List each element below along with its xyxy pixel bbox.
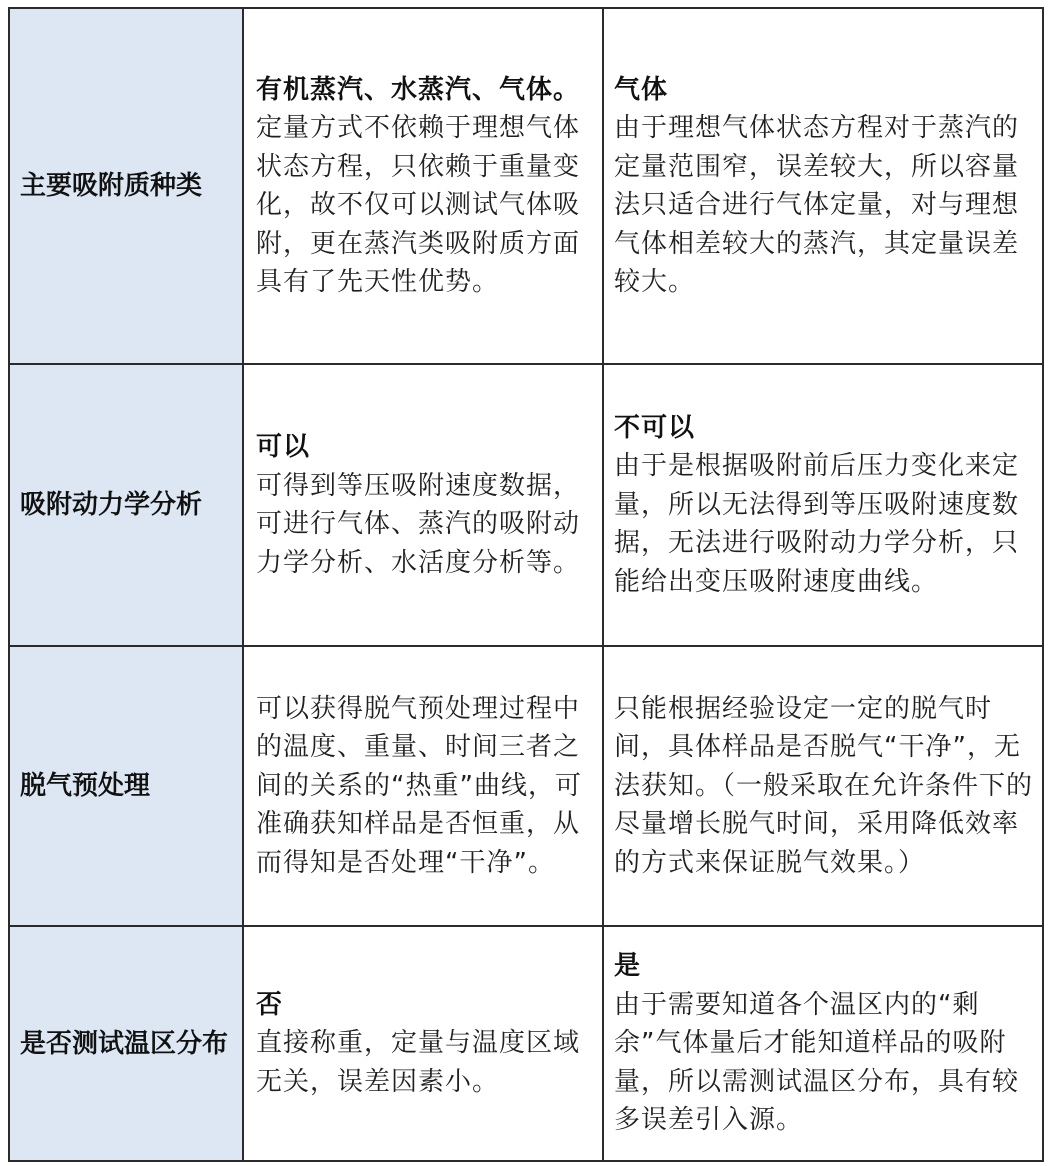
method-a-cell: [243, 364, 603, 646]
cell-text: 可以获得脱气预处理过程中的温度、重量、时间三者之间的关系的“热重”曲线，可准确获知样品是否恒重，从而得知是否处理“干净”。: [256, 693, 582, 878]
row-label-cell: [9, 646, 243, 926]
table-row: [9, 646, 1043, 926]
table-row: [9, 8, 1043, 364]
comparison-table-container: [8, 7, 1042, 1160]
row-label-cell: [9, 926, 243, 1161]
method-a-cell: [243, 8, 603, 364]
cell-text: 可得到等压吸附速度数据，可进行气体、蒸汽的吸附动力学分析、水活度分析等。: [256, 470, 581, 578]
row-label-cell: [9, 8, 243, 364]
comparison-table: [8, 7, 1044, 1162]
cell-text: 由于理想气体状态方程对于蒸汽的定量范围窄，误差较大，所以容量法只适合进行气体定量，对与理想气体相差较大的蒸汽，其定量误差较大。: [614, 113, 1020, 297]
cell-heading: 有机蒸汽、水蒸汽、气体。: [256, 74, 581, 105]
cell-heading: 不可以: [614, 412, 696, 443]
cell-heading: 是: [614, 951, 642, 982]
row-label: 脱气预处理: [20, 771, 151, 801]
method-a-cell: [243, 646, 603, 926]
cell-text: 只能根据经验设定一定的脱气时间，具体样品是否脱气“干净”，无法获知。（一般采取在允许条件下的尽量增长脱气时间，采用降低效率的方式来保证脱气效果。）: [614, 693, 1034, 878]
cell-text: 由于是根据吸附前后压力变化来定量，所以无法得到等压吸附速度数据，无法进行吸附动力学分析，只能给出变压吸附速度曲线。: [614, 451, 1020, 597]
cell-text: 定量方式不依赖于理想气体状态方程，只依赖于重量变化，故不仅可以测试气体吸附，更在蒸汽类吸附质方面具有了先天性优势。: [256, 113, 581, 297]
method-b-cell: [603, 646, 1043, 926]
cell-heading: 否: [256, 989, 284, 1020]
row-label: 主要吸附质种类: [20, 171, 203, 201]
cell-text: 直接称重，定量与温度区域无关，误差因素小。: [256, 1028, 581, 1097]
cell-text: 由于需要知道各个温区内的“剩余”气体量后才能知道样品的吸附量，所以需测试温区分布，具有较多误差引入源。: [614, 989, 1020, 1136]
table-row: [9, 926, 1043, 1161]
method-b-cell: [603, 364, 1043, 646]
method-b-cell: [603, 8, 1043, 364]
table-row: [9, 364, 1043, 646]
row-label-cell: [9, 364, 243, 646]
method-b-cell: [603, 926, 1043, 1161]
row-label: 是否测试温区分布: [20, 1028, 229, 1059]
cell-heading: 气体: [614, 74, 669, 105]
method-a-cell: [243, 926, 603, 1161]
cell-heading: 可以: [256, 432, 311, 462]
row-label: 吸附动力学分析: [20, 490, 203, 520]
